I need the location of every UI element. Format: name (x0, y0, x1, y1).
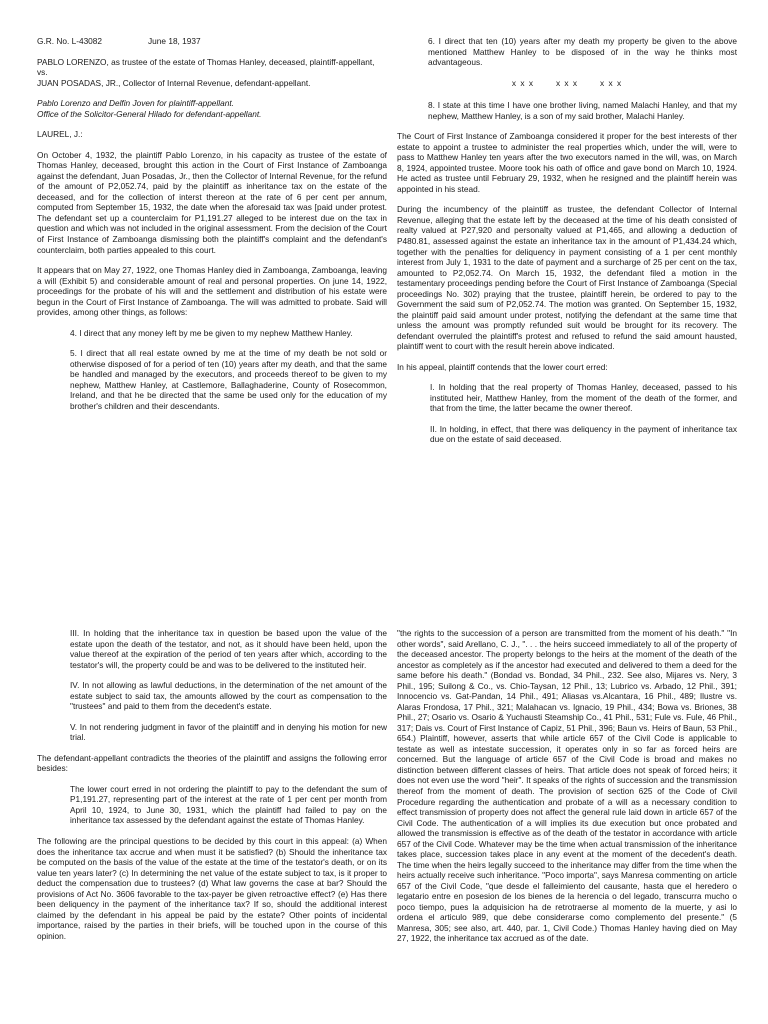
paragraph: The Court of First Instance of Zamboanga considered it proper for the best interests of ther estate to appoint a trustee to administer the real properties which, under the will, were to pass to Matthew Hanley ten years after the two executors named in the will, was, on March 8, 1924, appointed trustee. Moore took his oath of office and gave bond on March 10, 1924. He acted as trustee until February 29, 1932, when he resigned and the plaintiff herein was appointed in his stead. (397, 131, 737, 194)
page-2-right-column (397, 628, 737, 954)
will-clause-6: 6. I direct that ten (10) years after my death my property be given to the above mentioned Matthew Hanley to be disposed of in the way he thinks most advantageous. (428, 36, 737, 68)
plaintiff-counsel: Pablo Lorenzo and Delfin Joven for plaintiff-appellant. (37, 98, 234, 109)
error-assignment-5: V. In not rendering judgment in favor of the plaintiff and in denying his motion for new trial. (70, 721, 387, 743)
omission-mark: x x x (511, 77, 534, 88)
error-assignment-4: IV. In not allowing as lawful deductions, in the determination of the net amount of the estate subject to said tax, the amounts allowed by the court as compensation to the "trustees" and paid to them from the decedent's estate. (70, 680, 387, 712)
paragraph: The defendant-appellant contradicts the theories of the plaintiff and assigns the following error besides: (37, 752, 387, 774)
paragraph: During the incumbency of the plaintiff as trustee, the defendant Collector of Internal Revenue, alleging that the estate left by the deceased at the time of his death consisted of realty valued at P27,920 and personalty valued at P1,465, and allowing a deduction of P480.81, assessed against the estate an inheritance tax in the amount of P1,434.24 which, together with the penalties for deliquency in payment consisting of a 1 per cent monthly interest from July 1, 1931 to the date of payment and a surcharge of 25 per cent on the tax, amounted to P2,052.74. On March 15, 1932, the defendant filed a motion in the testamentary proceedings pending before the Court of First Instance of Zamboanga (Special proceedings No. 302) praying that the trustee, plaintiff herein, be ordered to pay to the Government the said sum of P2,052.74. The motion was granted. On September 15, 1932, the plaintiff paid said amount under protest, notifying the defendant at the same time that unless the amount was promptly refunded suit would be brought for its recovery. The defendant overruled the plaintiff's protest and refused to refund the said amount hausted, plaintiff went to court with the result herein above indicated. (397, 204, 737, 352)
paragraph: The following are the principal questions to be decided by this court in this appeal: (a) When does the inheritance tax accrue and when must it be satisfied? (b) Should the inheritance tax be computed on the basis of the value of the estate at the time of the testator's death, or on its value ten years later? (c) In determining the net value of the estate subject to tax, is it proper to deduct the compensation due to trustees? (d) What law governs the case at bar? Should the provisions of Act No. 3606 favorable to the tax-payer be given retroactive effect? (e) Has there been deliquency in the payment of the inheritance tax? If so, should the additional interest claimed by the defendant in his appeal be paid by the estate? Other points of incidental importance, raised by the parties in their briefs, will be touched upon in the course of this opinion. (37, 835, 387, 941)
parties (37, 57, 387, 89)
omission-mark: x x x (555, 77, 579, 88)
defendant-counsel: Office of the Solicitor-General Hilado for defendant-appellant. (37, 108, 262, 119)
defendant-error-assignment: The lower court erred in not ordering the plaintiff to pay to the defendant the sum of P1,191.27, representing part of the interest at the rate of 1 per cent per month from April 10, 1924, to June 30, 1931, which the plaintiff had failed to pay on the inheritance tax assessed by the defendant against the estate of Thomas Hanley. (70, 783, 387, 826)
paragraph: It appears that on May 27, 1922, one Thomas Hanley died in Zamboanga, Zamboanga, leaving a will (Exhibit 5) and considerable amount of real and personal properties. On june 14, 1922, proceedings for the probate of his will and the settlement and distribution of his estate were begun in the Court of First Instance of Zamboanga. The will was admitted to probate. Said will provides, among other things, as follows: (37, 265, 387, 318)
error-assignment-1: I. In holding that the real property of Thomas Hanley, deceased, passed to his instituted heir, Matthew Hanley, from the moment of the death of the former, and that from the time, the latter became the owner thereof. (430, 382, 737, 414)
page-2 (0, 618, 768, 1024)
omission-mark: x x x (600, 77, 623, 88)
error-assignment-3: III. In holding that the inheritance tax in question be based upon the value of the estate upon the death of the testator, and not, as it should have been held, upon the value thereof at the expiration of the period of ten years after which, according to the testator's will, the property could be and was to be delivered to the instituted heir. (70, 628, 387, 670)
page-1-right-column (397, 36, 737, 455)
case-header (37, 36, 387, 47)
case-date: June 18, 1937 (148, 36, 201, 46)
paragraph: On October 4, 1932, the plaintiff Pablo Lorenzo, in his capacity as trustee of the estate of Thomas Hanley, deceased, brought this action in the Court of First Instance of Zamboanga against the defendant, Juan Posadas, Jr., then the Collector of Internal Revenue, for the refund of the amount of P2,052.74, paid by the plaintiff as inheritance tax on the estate of the deceased, and for the collection of interst thereon at the rate of 6 per cent per annum, computed from September 15, 1932, the date when the aforesaid tax was [paid under protest. The defendant set up a counterclaim for P1,191.27 alleged to be interest due on the tax in question and which was not included in the original assessment. From the decision of the Court of First Instance of Zamboanga dismissing both the plaintiff's complaint and the defendant's counterclaim, both parties appealed to this court. (37, 149, 387, 255)
omission-marks (397, 78, 737, 89)
will-clause-5: 5. I direct that all real estate owned by me at the time of my death be not sold or otherwise disposed of for a period of ten (10) years after my death, and that the same be handled and managed by the executors, and proceeds thereof to be given to my nephew, Matthew Hanley, at Castlemore, Ballaghaderine, County of Rosecommon, Ireland, and that he be directed that the same be used only for the education of my brother's children and their descendants. (70, 348, 387, 411)
error-assignment-2: II. In holding, in effect, that there was deliquency in the payment of inheritance tax due on the estate of said deceased. (430, 423, 737, 445)
defendant-party: JUAN POSADAS, JR., Collector of Internal Revenue, defendant-appellant. (37, 77, 311, 88)
will-clause-8: 8. I state at this time I have one brother living, named Malachi Hanley, and that my nephew, Matthew Hanley, is a son of my said brother, Malachi Hanley. (428, 100, 737, 121)
paragraph: "the rights to the succession of a person are transmitted from the moment of his death." "In other words", said Arellano, C. J., ". . . the heirs succeed immediately to all of the property of the deceased ancestor. The property belongs to the heirs at the moment of the death of the ancestor as completely as if the ancestor had executed and delivered to them a deed for the same before his death." (Bondad vs. Bondad, 34 Phil., 232. See also, Mijares vs. Nery, 3 Phil., 195; Suilong & Co., vs. Chio-Taysan, 12 Phil., 13; Lubrico vs. Arbado, 12 Phil., 391; Innocencio vs. Gat-Pandan, 14 Phil., 491; Aliasas vs.Alcantara, 16 Phil., 489; Ilustre vs. Alaras Frondosa, 17 Phil., 321; Malahacan vs. Ignacio, 19 Phil., 434; Bowa vs. Briones, 38 Phil., 27; Osario vs. Osario & Yuchausti Steamship Co., 41 Phil., 531; Fule vs. Fule, 46 Phil., 317; Dais vs. Court of First Instance of Capiz, 51 Phil., 396; Baun vs. Heirs of Baun, 53 Phil., 654.) Plaintiff, however, asserts that while article 657 of the Civil Code is applicable to testate as well as intestate succession, it operates only in so far as forced heirs are concerned. But the language of article 657 of the Civil Code is broad and makes no distinction between different classes of heirs. That article does not speak of forced heirs; it does not even use the word "heir". It speaks of the rights of succession and the transmission thereof from the moment of death. The provision of section 625 of the Code of Civil Procedure regarding the authentication and probate of a will as a necessary condition to effect transmission of property does not affect the general rule laid down in article 657 of the Civil Code. The authentication of a will implies its due execution but once probated and allowed the transmission is effective as of the death of the testator in accordance with article 657 of the Civil Code. Whatever may be the time when actual transmission of the inheritance takes place, succession takes place in any event at the moment of the decedent's death. The time when the heirs legally succeed to the inheritance may differ from the time when the heirs actually receive such inheritance. "Poco importa", says Manresa commenting on article 657 of the Civil Code, "que desde el falleimiento del causante, hasta que el heredero o legatario entre en posesion de los bienes de la herencia o del legado, transcurra mucho o poco tiempo, pues la adquisicion ha de retrotraerse al momento de la muerte, y asi lo ordena el articulo 989, que debe considerarse como complemento del presente." (5 Manresa, 305; see also, art. 440, par. 1, Civil Code.) Thomas Hanley having died on May 27, 1922, the inheritance tax accrued as of the date. (397, 628, 737, 944)
paragraph: In his appeal, plaintiff contends that the lower court erred: (397, 361, 608, 372)
ponente: LAUREL, J.: (37, 129, 83, 140)
will-clause-4: 4. I direct that any money left by me be given to my nephew Matthew Hanley. (70, 327, 353, 338)
case-number: G.R. No. L-43082 (37, 36, 103, 46)
page-2-left-column (37, 628, 387, 951)
plaintiff-party: PABLO LORENZO, as trustee of the estate of Thomas Hanley, deceased, plaintiff-appellant, (37, 56, 375, 67)
page-1-left-column (37, 36, 387, 421)
counsel (37, 98, 387, 119)
versus: vs. (37, 67, 48, 78)
